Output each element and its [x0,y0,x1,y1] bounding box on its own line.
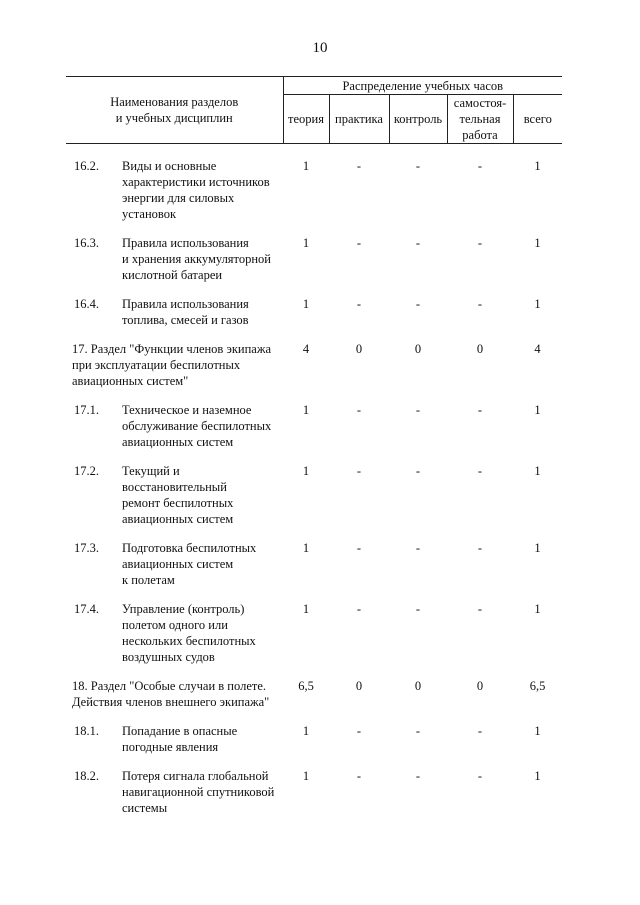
hours-practice-cell: - [356,297,362,311]
hours-total-cell: 1 [534,403,541,417]
section-row [66,678,562,723]
hours-self-study-cell: - [477,769,483,783]
header-practice: практика [329,95,389,144]
hours-self-study-cell: 0 [476,679,484,693]
subsection-title: Техническое и наземное обслуживание беспилотных авиационных систем [122,403,272,449]
subsection-title: Подготовка беспилотных авиационных систем к полетам [122,541,257,587]
discipline-name-cell [66,235,283,296]
hours-self-study-cell: - [477,297,483,311]
hours-practice-cell: - [356,403,362,417]
hours-total-cell: 1 [534,297,541,311]
hours-control-cell: 0 [414,679,422,693]
subsection-entry [66,296,283,328]
hours-practice-cell: - [356,159,362,173]
header-total: всего [513,95,562,144]
hours-theory-cell: 1 [302,297,310,311]
subsection-title: Потеря сигнала глобальной навигационной спутниковой системы [122,769,275,815]
subsection-entry [66,463,283,527]
subsection-number: 16.4. [74,297,99,311]
subsection-number: 16.3. [74,236,99,250]
hours-control-cell: - [415,464,421,478]
hours-theory-cell: 4 [302,342,310,356]
hours-total-cell: 4 [534,342,541,356]
table-row [66,540,562,601]
subsection-number: 18.1. [74,724,99,738]
hours-practice-cell: - [356,602,362,616]
discipline-name-cell [66,296,283,341]
hours-control-cell: - [415,724,421,738]
hours-theory-cell: 1 [302,159,310,173]
hours-practice-cell: - [356,724,362,738]
subsection-number: 18.2. [74,769,99,783]
subsection-title: Попадание в опасные погодные явления [122,724,238,754]
hours-total-cell: 1 [534,464,541,478]
subsection-entry [66,768,283,816]
header-self-study: самостоя- тельная работа [447,95,513,144]
subsection-entry [66,540,283,588]
discipline-name-cell [66,723,283,768]
subsection-number: 16.2. [74,159,99,173]
hours-control-cell: - [415,403,421,417]
discipline-name-cell [66,678,283,723]
subsection-title: Правила использования и хранения аккумуляторной кислотной батареи [122,236,271,282]
hours-practice-cell: - [356,464,362,478]
table-row [66,723,562,768]
header-theory: теория [283,95,329,144]
discipline-name-cell [66,341,283,402]
discipline-name-cell [66,158,283,235]
hours-control-cell: - [415,159,421,173]
hours-theory-cell: 1 [302,541,310,555]
section-title: 17. Раздел "Функции членов экипажа при эксплуатации беспилотных авиационных систем" [72,342,272,388]
subsection-number: 17.4. [74,602,99,616]
hours-self-study-cell: - [477,541,483,555]
subsection-number: 17.1. [74,403,99,417]
hours-self-study-cell: - [477,403,483,417]
subsection-entry [66,235,283,283]
discipline-name-cell [66,463,283,540]
discipline-name-cell [66,540,283,601]
discipline-name-cell [66,402,283,463]
hours-theory-cell: 1 [302,724,310,738]
discipline-name-cell [66,601,283,678]
hours-theory-cell: 1 [302,403,310,417]
table-row [66,768,562,829]
table-body [66,144,562,830]
hours-total-cell: 1 [534,769,541,783]
hours-control-cell: - [415,602,421,616]
subsection-title: Виды и основные характеристики источников энергии для силовых установок [122,159,270,221]
hours-self-study-cell: - [477,464,483,478]
hours-control-cell: - [415,541,421,555]
hours-total-cell: 1 [534,602,541,616]
table-row [66,296,562,341]
subsection-title: Текущий и восстановительный ремонт беспилотных авиационных систем [122,464,234,526]
section-row [66,341,562,402]
hours-practice-cell: 0 [355,342,363,356]
hours-control-cell: 0 [414,342,422,356]
page-number: 10 [312,40,328,56]
curriculum-table [66,76,562,829]
hours-theory-cell: 6,5 [298,679,314,693]
subsection-entry [66,601,283,665]
header-name-column: Наименования разделов и учебных дисциплин [66,77,283,144]
discipline-name-cell [66,768,283,829]
subsection-title: Управление (контроль) полетом одного или нескольких беспилотных воздушных судов [122,602,256,664]
subsection-number: 17.3. [74,541,99,555]
hours-total-cell: 6,5 [529,679,546,693]
hours-theory-cell: 1 [302,236,310,250]
subsection-number: 17.2. [74,464,99,478]
hours-practice-cell: 0 [355,679,363,693]
header-control: контроль [389,95,447,144]
table-row [66,463,562,540]
table-row [66,235,562,296]
table-row [66,402,562,463]
hours-self-study-cell: - [477,159,483,173]
subsection-entry [66,402,283,450]
hours-theory-cell: 1 [302,464,310,478]
hours-theory-cell: 1 [302,602,310,616]
hours-self-study-cell: - [477,724,483,738]
hours-practice-cell: - [356,541,362,555]
hours-total-cell: 1 [534,724,541,738]
hours-self-study-cell: - [477,236,483,250]
hours-self-study-cell: - [477,602,483,616]
table-row [66,158,562,235]
hours-total-cell: 1 [534,159,541,173]
hours-total-cell: 1 [534,236,541,250]
hours-control-cell: - [415,769,421,783]
header-distribution: Распределение учебных часов [283,77,562,95]
subsection-title: Правила использования топлива, смесей и газов [122,297,249,327]
section-title: 18. Раздел "Особые случаи в полете. Действия членов внешнего экипажа" [72,679,270,709]
table-header [66,77,562,144]
hours-practice-cell: - [356,769,362,783]
hours-control-cell: - [415,236,421,250]
subsection-entry [66,158,283,222]
hours-theory-cell: 1 [302,769,310,783]
table-row [66,601,562,678]
hours-total-cell: 1 [534,541,541,555]
hours-practice-cell: - [356,236,362,250]
subsection-entry [66,723,283,755]
hours-control-cell: - [415,297,421,311]
hours-self-study-cell: 0 [476,342,484,356]
